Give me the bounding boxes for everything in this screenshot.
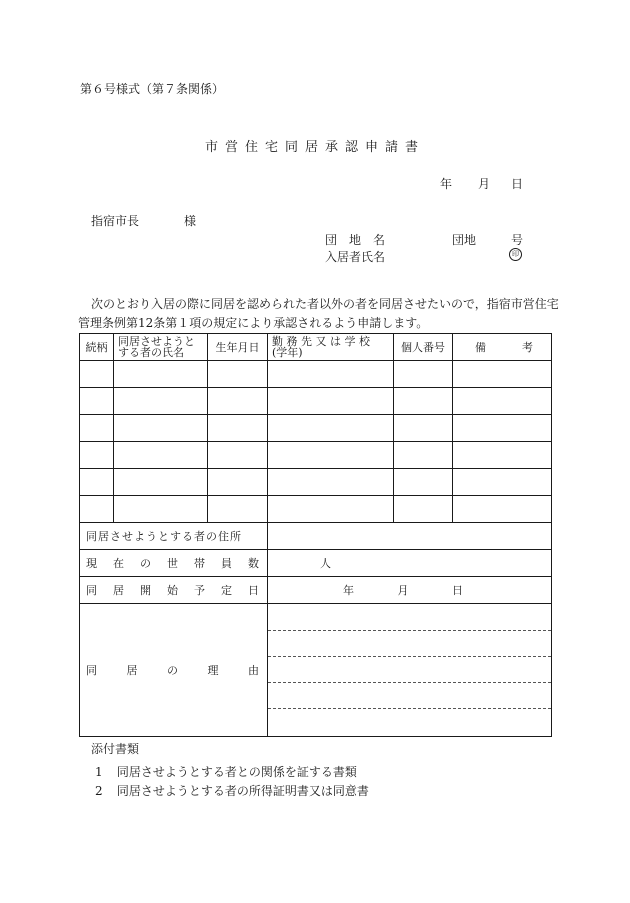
id-number-cell[interactable]	[394, 442, 453, 469]
id-number-cell[interactable]	[394, 415, 453, 442]
unit-suffix: 号	[511, 233, 524, 247]
reason-line[interactable]	[268, 605, 551, 631]
attachment-item	[95, 763, 357, 780]
relation-cell[interactable]	[80, 361, 114, 388]
seal-mark: 印	[509, 248, 522, 261]
name-cell[interactable]	[114, 442, 208, 469]
household-unit: 人	[320, 557, 331, 570]
name-cell[interactable]	[114, 496, 208, 523]
relation-cell[interactable]	[80, 496, 114, 523]
start-date-label: 同 居 開 始 予 定 日	[80, 577, 268, 604]
notes-cell[interactable]	[453, 469, 552, 496]
header-relation: 続柄	[80, 334, 114, 361]
table-row	[80, 361, 552, 388]
date-month-label: 月	[478, 177, 491, 191]
id-number-cell[interactable]	[394, 388, 453, 415]
household-count-value-cell[interactable]	[268, 550, 552, 577]
id-number-cell[interactable]	[394, 469, 453, 496]
reason-value-cell[interactable]	[268, 604, 552, 737]
reason-line[interactable]	[268, 657, 551, 683]
address-value-cell[interactable]	[268, 523, 552, 550]
complex-suffix: 団地	[452, 233, 477, 247]
table-row	[80, 496, 552, 523]
attachment-item	[95, 782, 369, 799]
start-date-value-cell[interactable]	[268, 577, 552, 604]
birthdate-cell[interactable]	[208, 361, 268, 388]
name-cell[interactable]	[114, 361, 208, 388]
attachment-text: 同居させようとする者との関係を証する書類	[116, 765, 357, 779]
table-row	[80, 415, 552, 442]
notes-cell[interactable]	[453, 361, 552, 388]
body-text-line-1: 次のとおり入居の際に同居を認められた者以外の者を同居させたいので，指宿市営住宅	[91, 297, 559, 311]
birthdate-cell[interactable]	[208, 415, 268, 442]
relation-cell[interactable]	[80, 469, 114, 496]
reason-line[interactable]	[268, 683, 551, 709]
resident-name-label: 入居者氏名	[325, 250, 386, 264]
addressee-name: 指宿市長	[91, 214, 140, 228]
start-day-label: 日	[452, 584, 463, 597]
workplace-cell[interactable]	[268, 415, 394, 442]
notes-cell[interactable]	[453, 415, 552, 442]
date-year-label: 年	[440, 177, 453, 191]
table-row	[80, 442, 552, 469]
header-birthdate: 生年月日	[208, 334, 268, 361]
header-notes	[453, 334, 552, 361]
attachment-number: 2	[95, 784, 103, 798]
body-text-line-2: 管理条例第12条第１項の規定により承認されるよう申請します。	[78, 316, 429, 330]
table-row	[80, 388, 552, 415]
reason-line[interactable]	[268, 631, 551, 657]
header-workplace-line-2: (学年)	[272, 346, 303, 359]
cohabitant-table	[79, 333, 552, 737]
reason-label: 同 居 の 理 由	[80, 604, 268, 737]
start-year-label: 年	[343, 584, 354, 597]
header-notes-char-2: 考	[522, 341, 533, 354]
form-number: 第６号様式（第７条関係）	[80, 82, 225, 96]
name-cell[interactable]	[114, 469, 208, 496]
workplace-cell[interactable]	[268, 361, 394, 388]
birthdate-cell[interactable]	[208, 388, 268, 415]
header-workplace-line-1: 勤 務 先 又 は 学 校	[272, 335, 370, 348]
document-title: 市営住宅同居承認申請書	[204, 140, 425, 155]
notes-cell[interactable]	[453, 442, 552, 469]
reason-line[interactable]	[268, 709, 551, 735]
start-month-label: 月	[397, 584, 409, 597]
workplace-cell[interactable]	[268, 496, 394, 523]
notes-cell[interactable]	[453, 496, 552, 523]
header-notes-char-1: 備	[475, 341, 486, 354]
relation-cell[interactable]	[80, 415, 114, 442]
header-workplace	[268, 334, 394, 361]
notes-cell[interactable]	[453, 388, 552, 415]
birthdate-cell[interactable]	[208, 496, 268, 523]
workplace-cell[interactable]	[268, 442, 394, 469]
relation-cell[interactable]	[80, 442, 114, 469]
household-count-label: 現 在 の 世 帯 員 数	[80, 550, 268, 577]
attachment-text: 同居させようとする者の所得証明書又は同意書	[116, 784, 369, 798]
address-label: 同居させようとする者の住所	[80, 523, 268, 550]
name-cell[interactable]	[114, 388, 208, 415]
date-day-label: 日	[511, 177, 524, 191]
id-number-cell[interactable]	[394, 496, 453, 523]
complex-name-label: 団 地 名	[325, 233, 386, 247]
header-name-line-1: 同居させようと	[118, 335, 195, 348]
addressee-honorific: 様	[184, 214, 197, 228]
workplace-cell[interactable]	[268, 469, 394, 496]
attachment-number: 1	[95, 765, 103, 779]
relation-cell[interactable]	[80, 388, 114, 415]
header-id-number: 個人番号	[394, 334, 453, 361]
attachments-heading: 添付書類	[91, 742, 140, 756]
table-row	[80, 469, 552, 496]
header-name	[114, 334, 208, 361]
workplace-cell[interactable]	[268, 388, 394, 415]
birthdate-cell[interactable]	[208, 442, 268, 469]
birthdate-cell[interactable]	[208, 469, 268, 496]
name-cell[interactable]	[114, 415, 208, 442]
id-number-cell[interactable]	[394, 361, 453, 388]
header-name-line-2: する者の氏名	[118, 346, 184, 359]
